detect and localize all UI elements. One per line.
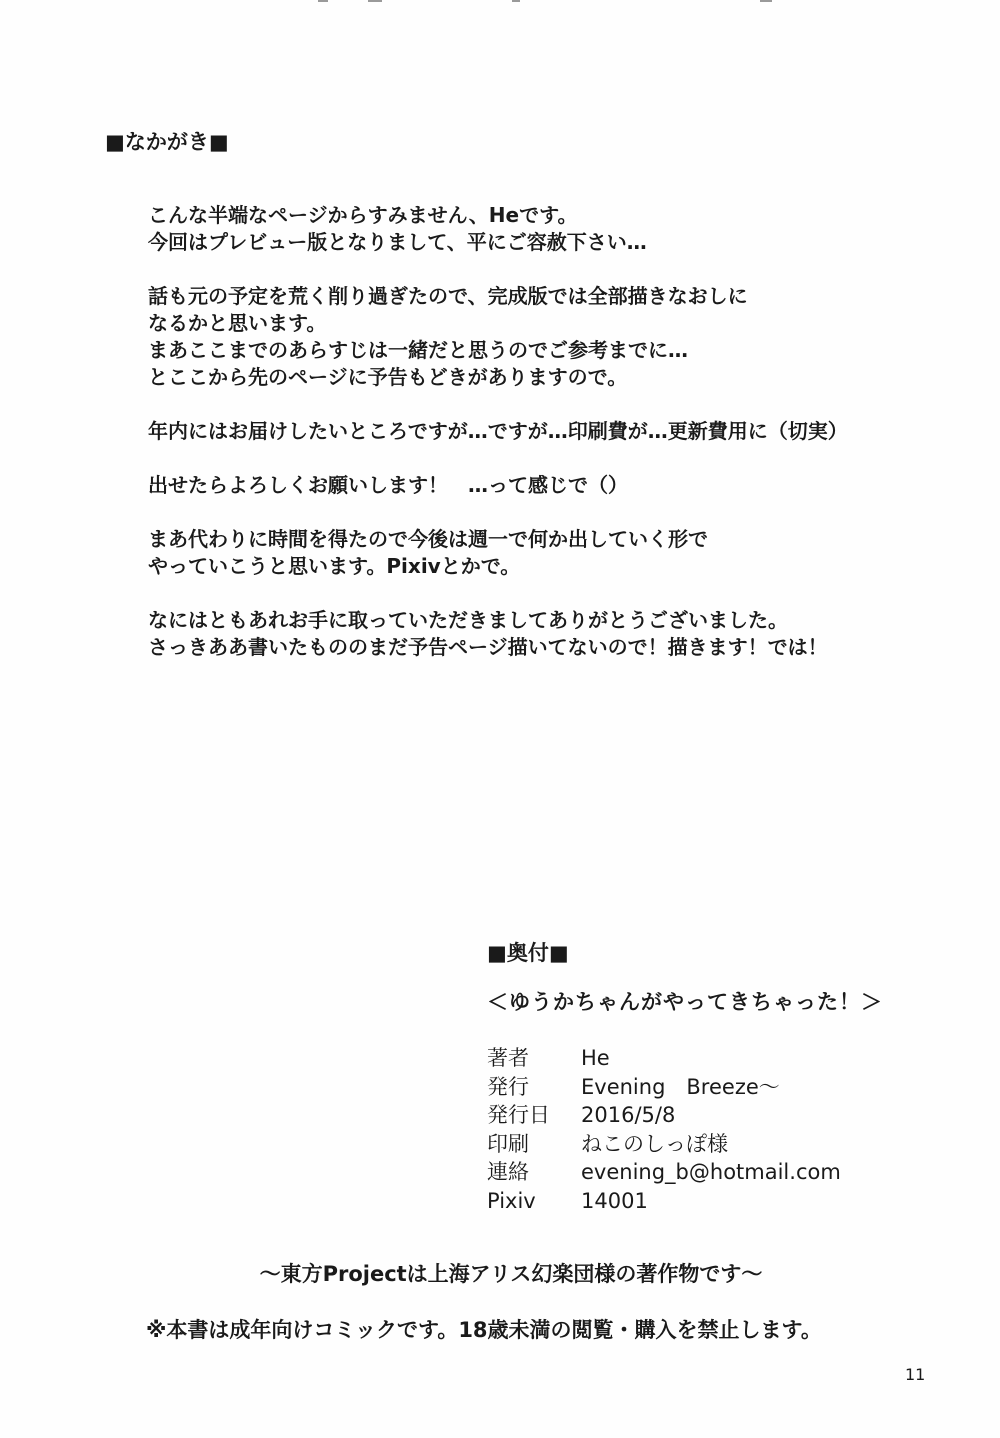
scan-speck <box>512 0 520 2</box>
info-value: 2016/5/8 <box>581 1103 676 1127</box>
afterword-paragraph <box>148 526 948 580</box>
info-row-printer <box>487 1130 841 1159</box>
info-row-author <box>487 1044 841 1073</box>
text-line: 話も元の予定を荒く削り過ぎたので、完成版では全部描きなおしに <box>148 284 748 308</box>
info-value: ねこのしっぽ様 <box>581 1131 728 1156</box>
info-row-publisher <box>487 1073 841 1102</box>
info-value: He <box>581 1046 610 1070</box>
info-value: evening_b@hotmail.com <box>581 1160 841 1184</box>
colophon-heading: ■奥付■ <box>487 941 569 965</box>
info-key: 連絡 <box>487 1160 529 1184</box>
info-row-contact <box>487 1158 841 1187</box>
text-line: さっきああ書いたもののまだ予告ページ描いてないので！描きます！では！ <box>148 635 828 659</box>
scan-speck <box>760 0 772 2</box>
afterword-paragraph <box>148 283 948 391</box>
info-value: 14001 <box>581 1188 648 1213</box>
info-row-pixiv <box>487 1187 841 1216</box>
info-value: Evening Breeze〜 <box>581 1074 780 1099</box>
info-key: 発行日 <box>487 1103 550 1127</box>
text-line: とここから先のページに予告もどきがありますので。 <box>148 365 628 389</box>
info-key: Pixiv <box>487 1188 536 1213</box>
scan-speck <box>368 0 382 2</box>
text-line: なるかと思います。 <box>148 311 327 335</box>
text-line: 出せたらよろしくお願いします！ …って感じで（） <box>148 473 628 497</box>
text-line: まあここまでのあらすじは一緒だと思うのでご参考までに… <box>148 338 688 362</box>
text-line: なにはともあれお手に取っていただきましてありがとうございました。 <box>148 608 788 632</box>
age-notice: ※本書は成年向けコミックです。18歳未満の閲覧・購入を禁止します。 <box>146 1318 822 1342</box>
page-number: 11 <box>905 1365 926 1384</box>
text-line: 今回はプレビュー版となりまして、平にご容赦下さい… <box>148 230 647 254</box>
copyright-note: 〜東方Projectは上海アリス幻楽団様の著作物です〜 <box>259 1262 763 1286</box>
info-key: 著者 <box>487 1046 529 1070</box>
text-line: まあ代わりに時間を得たので今後は週一で何か出していく形で <box>148 527 708 551</box>
afterword-paragraph <box>148 472 948 499</box>
info-key: 印刷 <box>487 1131 529 1156</box>
afterword-paragraph <box>148 418 948 445</box>
text-line: 年内にはお届けしたいところですが…ですが…印刷費が…更新費用に（切実） <box>148 419 848 443</box>
text-line: やっていこうと思います。Pixivとかで。 <box>148 554 521 578</box>
info-key: 発行 <box>487 1074 529 1099</box>
afterword-heading: ■なかがき■ <box>105 130 229 154</box>
info-row-date <box>487 1101 841 1130</box>
text-line: こんな半端なページからすみません、Heです。 <box>148 203 578 227</box>
afterword-paragraph <box>148 607 948 661</box>
scan-speck <box>318 0 328 2</box>
book-title: ＜ゆうかちゃんがやってきちゃった！＞ <box>487 990 883 1014</box>
afterword-body <box>148 202 948 688</box>
afterword-paragraph <box>148 202 948 256</box>
colophon-info-table <box>487 1044 841 1215</box>
